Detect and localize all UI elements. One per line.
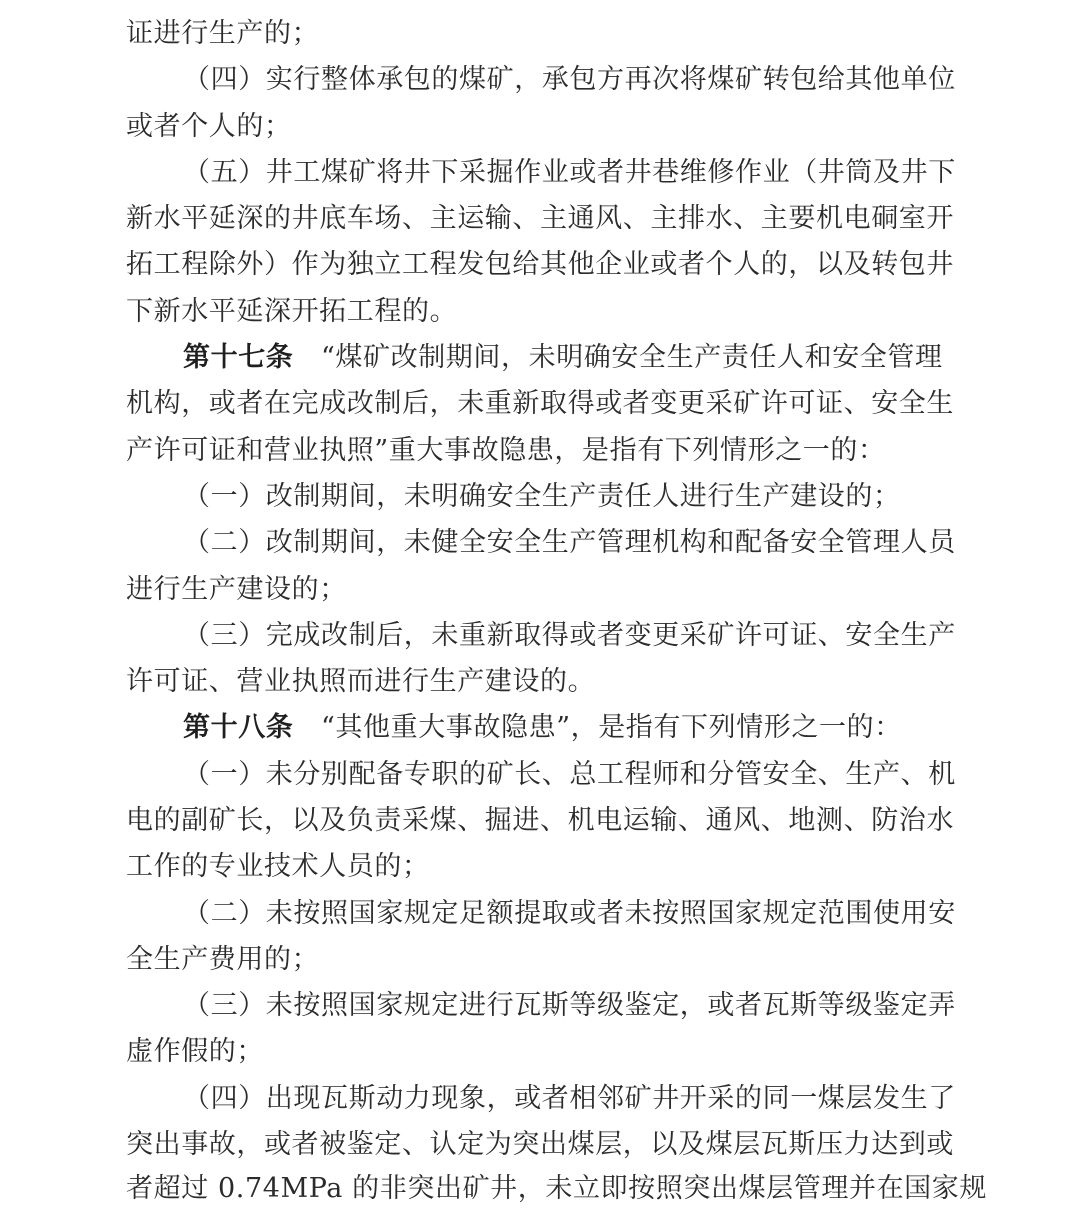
text-segment: 新水平延深的井底车场、主运输、主通风、主排水、主要机电硐室开 (126, 203, 954, 234)
article-number: 第十七条 (183, 342, 294, 373)
text-segment: 者超过 0.74MPa 的非突出矿井，未立即按照突出煤层管理并在国家规 (126, 1173, 987, 1204)
text-segment: （五）井工煤矿将井下采掘作业或者井巷维修作业（井筒及井下 (183, 157, 956, 188)
text-segment: （四）实行整体承包的煤矿，承包方再次将煤矿转包给其他单位 (183, 64, 956, 95)
text-segment: “其他重大事故隐患”，是指有下列情形之一的： (293, 712, 902, 743)
text-segment: （二）改制期间，未健全安全生产管理机构和配备安全管理人员 (183, 527, 956, 558)
text-segment: （二）未按照国家规定足额提取或者未按照国家规定范围使用安 (183, 898, 956, 929)
text-line (183, 1076, 956, 1122)
text-line (126, 937, 319, 983)
text-line (183, 891, 956, 937)
text-line (183, 613, 956, 659)
text-line (183, 150, 956, 196)
text-line (126, 567, 347, 613)
text-segment: 进行生产建设的； (126, 574, 347, 605)
text-line (126, 381, 954, 427)
text-segment: 全生产费用的； (126, 944, 320, 975)
text-line (126, 289, 457, 335)
text-line (126, 242, 954, 288)
text-segment: （三）完成改制后，未重新取得或者变更采矿许可证、安全生产 (183, 620, 956, 651)
text-line (126, 1166, 987, 1212)
text-segment: （四）出现瓦斯动力现象，或者相邻矿井开采的同一煤层发生了 (183, 1083, 956, 1114)
text-segment: （一）未分别配备专职的矿长、总工程师和分管安全、生产、机 (183, 759, 956, 790)
text-segment: 或者个人的； (126, 111, 292, 142)
text-segment: 下新水平延深开拓工程的。 (126, 296, 458, 327)
text-segment: 许可证、营业执照而进行生产建设的。 (126, 666, 596, 697)
article-heading-line (183, 335, 943, 381)
text-line (126, 659, 595, 705)
text-segment: 拓工程除外）作为独立工程发包给其他企业或者个人的，以及转包井 (126, 249, 954, 280)
text-line (183, 57, 956, 103)
text-line (183, 752, 956, 798)
text-line (126, 1122, 954, 1168)
text-segment: （三）未按照国家规定进行瓦斯等级鉴定，或者瓦斯等级鉴定弄 (183, 990, 956, 1021)
text-segment: 产许可证和营业执照”重大事故隐患，是指有下列情形之一的： (126, 435, 886, 466)
article-heading-line (183, 705, 902, 751)
article-number: 第十八条 (183, 712, 294, 743)
text-segment: （一）改制期间，未明确安全生产责任人进行生产建设的； (183, 481, 901, 512)
text-segment: 机构，或者在完成改制后，未重新取得或者变更采矿许可证、安全生 (126, 388, 954, 419)
text-segment: 突出事故，或者被鉴定、认定为突出煤层，以及煤层瓦斯压力达到或 (126, 1129, 954, 1160)
text-line (126, 1029, 264, 1075)
text-line (126, 844, 430, 890)
text-line (183, 983, 956, 1029)
text-line (183, 520, 956, 566)
text-line (183, 474, 901, 520)
text-segment: 工作的专业技术人员的； (126, 851, 430, 882)
text-line (126, 104, 292, 150)
text-line (126, 428, 886, 474)
text-line (126, 11, 319, 57)
text-line (126, 196, 954, 242)
text-segment: 电的副矿长，以及负责采煤、掘进、机电运输、通风、地测、防治水 (126, 805, 954, 836)
text-segment: 虚作假的； (126, 1036, 264, 1067)
text-segment: 证进行生产的； (126, 18, 320, 49)
text-line (126, 798, 954, 844)
text-segment: “煤矿改制期间，未明确安全生产责任人和安全管理 (293, 342, 943, 373)
